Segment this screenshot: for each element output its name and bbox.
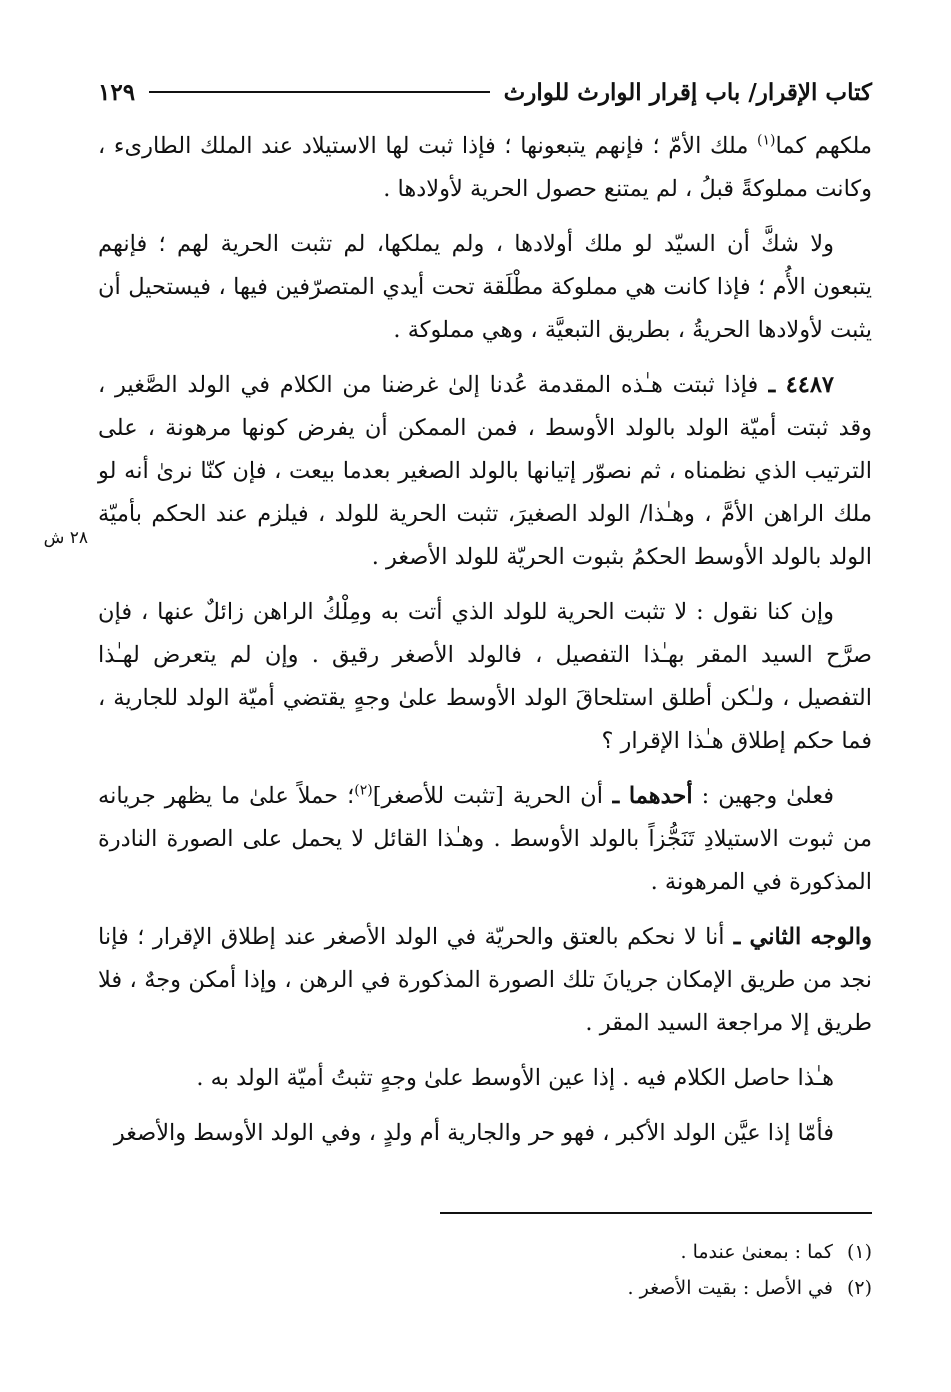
- paragraph: [98, 364, 872, 579]
- chapter-title: كتاب الإقرار/ باب إقرار الوارث للوارث: [503, 78, 872, 106]
- footnote-reference: (٢): [354, 782, 373, 799]
- page-number: ١٢٩: [98, 78, 136, 106]
- paragraph-text: فأمّا إذا عيَّن الولد الأكبر ، فهو حر والجارية أم ولدٍ ، وفي الولد الأوسط والأصغر: [113, 1120, 834, 1146]
- paragraph: [98, 125, 872, 211]
- paragraph: [98, 916, 872, 1045]
- footnote-mark: (٢): [846, 1277, 872, 1299]
- bold-lead: ٤٤٨٧ ـ: [758, 372, 834, 398]
- paragraph-text: وإن كنا نقول : لا تثبت الحرية للولد الذي أتت به ومِلْكُ الراهن زائلٌ عنها ، فإن صرَّح السيد المقر بهـٰذا التفصيل ، فالولد الأصغر رقيق . وإن لم يتعرض لهـٰذا التفصيل ، ولـٰكن أطلق استلحاقَ الولد الأوسط علىٰ وجهٍ يقتضي أميّة الولد للجارية ، فما حكم إطلاق هـٰذا الإقرار ؟: [98, 599, 872, 754]
- paragraph-text: ملك الأمّ ؛ فإنهم يتبعونها ؛ فإذا ثبت لها الاستيلاد عند الملك الطارىء ، وكانت مملوكةً قبلُ ، لم يمتنع حصول الحرية لأولادها .: [98, 133, 872, 202]
- running-header: [98, 72, 872, 112]
- paragraph-text: فإذا ثبتت هـٰذه المقدمة عُدنا إلىٰ غرضنا من الكلام في الولد الصَّغير ، وقد ثبتت أميّة الولد بالولد الأوسط ، فمن الممكن أن يفرض كونها مرهونة ، على الترتيب الذي نظمناه ، ثم نصوّر إتيانها بالولد الصغير بعدما بيعت ، فإن كنّا نرىٰ أنه لو ملك الراهن الأمَّ ، وهـٰذا/ الولد الصغيرَ، تثبت الحرية للولد ، فيلزم عند الحكم بأميّة الولد بالولد الأوسط الحكمُ بثبوت الحريّة للولد الأصغر .: [98, 372, 872, 570]
- paragraph: [98, 223, 872, 352]
- footnote-text: في الأصل : بقيت الأصغر .: [627, 1277, 833, 1299]
- footnote: [98, 1234, 872, 1270]
- footnote-text: كما : بمعنىٰ عندما .: [680, 1241, 833, 1263]
- paragraph-text: هـٰذا حاصل الكلام فيه . إذا عين الأوسط علىٰ وجهٍ تثبتُ أميّة الولد به .: [196, 1065, 834, 1091]
- footnote-separator: [440, 1212, 872, 1214]
- paragraph: [98, 1057, 872, 1100]
- bold-lead: والوجه الثاني ـ: [724, 924, 872, 950]
- paragraph-text: أن الحرية [تثبت للأصغر]: [372, 783, 603, 809]
- paragraph: [98, 775, 872, 904]
- header-rule: [149, 91, 490, 93]
- footnote-reference: (١): [757, 132, 776, 149]
- bold-lead: أحدهما ـ: [602, 783, 693, 809]
- paragraph-text: ملكهم كما: [775, 133, 872, 159]
- paragraph-text: فعلىٰ وجهين :: [692, 783, 834, 809]
- paragraph-text: ؛ حملاً علىٰ ما يظهر جريانه من ثبوت الاستيلادِ تَنَجُّزاً بالولد الأوسط . وهـٰذا القائل لا يحمل على الصورة النادرة المذكورة في المرهونة .: [98, 783, 872, 895]
- paragraph: [98, 1112, 872, 1155]
- footnote: [98, 1270, 872, 1306]
- paragraph: [98, 591, 872, 763]
- paragraph-text: ولا شكَّ أن السيّد لو ملك أولادها ، ولم يملكها، لم تثبت الحرية لهم ؛ فإنهم يتبعون الأُم ؛ فإذا كانت هي مملوكة مطْلَقة تحت أيدي المتصرّفين فيها ، فيستحيل أن يثبت لأولادها الحريةُ ، بطريق التبعيَّة ، وهي مملوكة .: [98, 231, 872, 343]
- footnotes: [98, 1234, 872, 1306]
- footnote-mark: (١): [846, 1241, 872, 1263]
- paragraph-text: أنا لا نحكم بالعتق والحريّة في الولد الأصغر عند إطلاق الإقرار ؛ فإنا نجد من طريق الإمكان جريانَ تلك الصورة المذكورة في الرهن ، وإذا أمكن وجهٌ ، فلا طريق إلا مراجعة السيد المقر .: [98, 924, 872, 1036]
- main-text: [98, 125, 872, 1167]
- margin-note: ٢٨ ش: [43, 528, 88, 548]
